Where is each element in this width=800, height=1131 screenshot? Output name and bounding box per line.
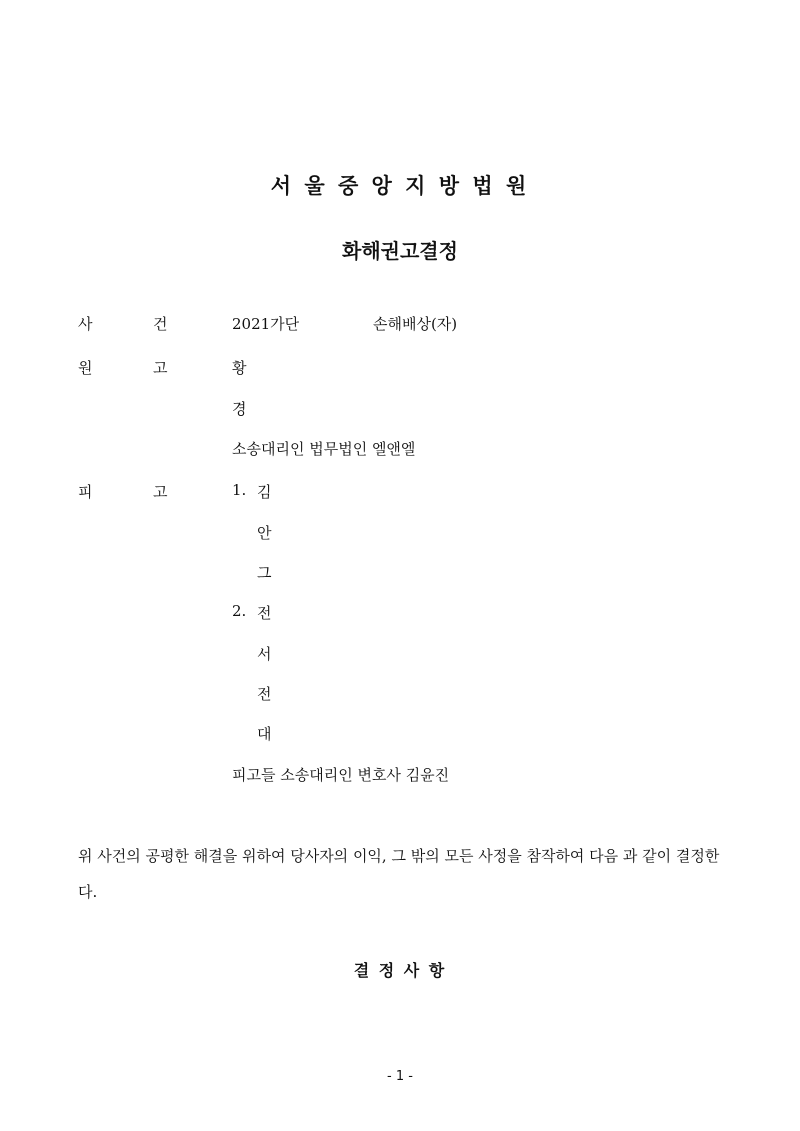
defendant-1-line-2: 그 <box>257 564 272 582</box>
defendant-counsel: 피고들 소송대리인 변호사 김윤진 <box>232 766 450 784</box>
plaintiff-name-1: 황 <box>232 359 247 377</box>
defendant-label-char-2: 고 <box>153 483 168 501</box>
case-number: 2021가단 <box>232 315 300 333</box>
plaintiff-label-char-2: 고 <box>153 359 168 377</box>
case-name: 손해배상(자) <box>373 315 458 333</box>
plaintiff-counsel: 소송대리인 법무법인 엘앤엘 <box>232 440 416 458</box>
plaintiff-label-char-1: 원 <box>78 359 93 377</box>
section-title: 결 정 사 항 <box>353 961 447 980</box>
plaintiff-name-2: 경 <box>232 400 247 418</box>
defendant-2-name: 전 <box>257 604 272 622</box>
defendant-1-line-1: 안 <box>257 524 272 542</box>
case-label-char-2: 건 <box>153 315 168 333</box>
court-name: 서 울 중 앙 지 방 법 원 <box>270 174 530 198</box>
document-title: 화해권고결정 <box>342 239 458 263</box>
page-number: - 1 - <box>387 1069 413 1084</box>
defendant-1-name: 김 <box>257 483 272 501</box>
case-label-char-1: 사 <box>78 315 93 333</box>
defendant-1-number: 1. <box>232 481 247 499</box>
defendant-2-number: 2. <box>232 602 247 620</box>
defendant-label-char-1: 피 <box>78 483 93 501</box>
defendant-2-line-1: 서 <box>257 645 272 663</box>
decision-intro-paragraph: 위 사건의 공평한 해결을 위하여 당사자의 이익, 그 밖의 모든 사정을 참작하여 다음 과 같이 결정한다. <box>78 847 720 901</box>
defendant-2-line-2: 전 <box>257 685 272 703</box>
defendant-2-line-3: 대 <box>257 725 272 743</box>
